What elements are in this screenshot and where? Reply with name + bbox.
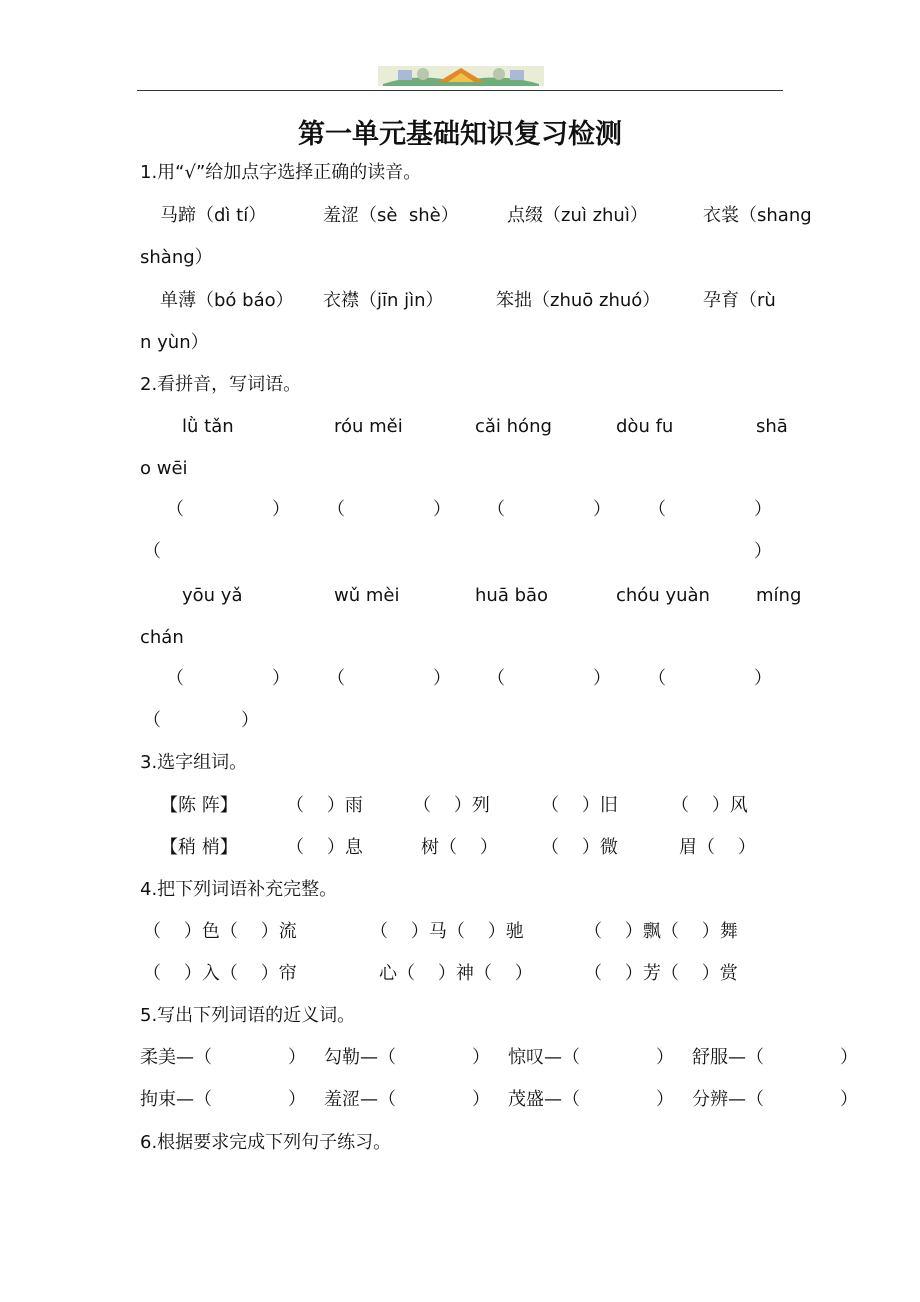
q2-pinyin: shā (756, 416, 788, 437)
q2-pinyin: dòu fu (616, 416, 674, 437)
q5-synonym-prompt: 羞涩—（ (324, 1089, 396, 1110)
answer-blank-open: （ (166, 499, 184, 520)
q2-pinyin: huā bāo (475, 585, 549, 606)
q5-synonym-prompt: 柔美—（ (140, 1047, 212, 1068)
header-logo-icon (378, 64, 544, 88)
q2-pinyin: yōu yǎ (182, 585, 243, 606)
answer-blank-close: ） (272, 668, 290, 689)
q3-blank-word: （ ）风 (671, 795, 748, 816)
answer-blank-open: （ (143, 710, 161, 731)
q1-item: 羞涩（sè shè） (323, 205, 459, 226)
q2-heading: 2.看拼音，写词语。 (140, 374, 302, 395)
q3-heading: 3.选字组词。 (140, 752, 248, 773)
q2-pinyin: cǎi hóng (475, 416, 552, 437)
answer-blank-close: ） (272, 499, 290, 520)
q3-blank-word: （ ）息 (286, 837, 363, 858)
answer-blank-open: （ (487, 668, 505, 689)
q3-blank-word: （ ）列 (413, 795, 490, 816)
answer-blank-close: ） (241, 710, 259, 731)
q2-pinyin: chóu yuàn (616, 585, 710, 606)
answer-blank-close: ） (288, 1089, 306, 1110)
answer-blank-open: （ (327, 668, 345, 689)
q1-item: 马蹄（dì tí） (160, 205, 267, 226)
q5-synonym-prompt: 惊叹—（ (508, 1047, 580, 1068)
q5-synonym-prompt: 勾勒—（ (324, 1047, 396, 1068)
answer-blank-close: ） (472, 1047, 490, 1068)
answer-blank-close: ） (656, 1089, 674, 1110)
answer-blank-close: ） (288, 1047, 306, 1068)
q3-blank-word: （ ）旧 (541, 795, 618, 816)
q1-item: 衣裳（shang (703, 205, 812, 226)
q1-item: 孕育（rù (703, 290, 776, 311)
q5-synonym-prompt: 舒服—（ (692, 1047, 764, 1068)
q4-idiom: （ ）芳（ ）赏 (584, 963, 738, 984)
answer-blank-close: ） (840, 1089, 858, 1110)
q5-heading: 5.写出下列词语的近义词。 (140, 1005, 356, 1026)
q1-item-wrap: shàng） (140, 247, 213, 268)
q3-char-options: 【稍 梢】 (160, 837, 238, 858)
q3-blank-word: 树（ ） (421, 837, 498, 858)
q2-pinyin-wrap: chán (140, 627, 184, 648)
answer-blank-close: ） (433, 499, 451, 520)
answer-blank-close: ） (433, 668, 451, 689)
q1-item: 单薄（bó báo） (160, 290, 294, 311)
answer-blank-open: （ (648, 499, 666, 520)
answer-blank-close: ） (754, 668, 772, 689)
answer-blank-open: （ (487, 499, 505, 520)
q5-synonym-prompt: 茂盛—（ (508, 1089, 580, 1110)
answer-blank-close: ） (656, 1047, 674, 1068)
q1-item: 衣襟（jīn jìn） (323, 290, 444, 311)
q1-item: 笨拙（zhuō zhuó） (496, 290, 661, 311)
answer-blank-close: ） (754, 541, 772, 562)
q4-idiom: （ ）马（ ）驰 (370, 921, 524, 942)
q2-pinyin: míng (756, 585, 802, 606)
header-rule (137, 90, 783, 91)
answer-blank-open: （ (166, 668, 184, 689)
q2-pinyin: lǜ tǎn (182, 416, 234, 437)
q4-heading: 4.把下列词语补充完整。 (140, 879, 338, 900)
q4-idiom: （ ）飘（ ）舞 (584, 921, 738, 942)
q6-heading: 6.根据要求完成下列句子练习。 (140, 1132, 392, 1153)
q3-blank-word: （ ）微 (541, 837, 618, 858)
answer-blank-close: ） (840, 1047, 858, 1068)
answer-blank-open: （ (648, 668, 666, 689)
q5-synonym-prompt: 分辨—（ (692, 1089, 764, 1110)
answer-blank-close: ） (754, 499, 772, 520)
q1-item: 点缀（zuì zhuì） (507, 205, 648, 226)
answer-blank-open: （ (143, 541, 161, 562)
q2-pinyin-wrap: o wēi (140, 458, 188, 479)
q3-blank-word: （ ）雨 (286, 795, 363, 816)
answer-blank-close: ） (593, 668, 611, 689)
answer-blank-open: （ (327, 499, 345, 520)
page-title: 第一单元基础知识复习检测 (298, 119, 622, 150)
q4-idiom: 心（ ）神（ ） (379, 963, 533, 984)
answer-blank-close: ） (472, 1089, 490, 1110)
q5-synonym-prompt: 拘束—（ (140, 1089, 212, 1110)
q2-pinyin: wǔ mèi (334, 585, 400, 606)
q3-blank-word: 眉（ ） (679, 837, 756, 858)
q3-char-options: 【陈 阵】 (160, 795, 238, 816)
answer-blank-close: ） (593, 499, 611, 520)
q1-item-wrap: n yùn） (140, 332, 209, 353)
q1-heading: 1.用“√”给加点字选择正确的读音。 (140, 162, 422, 183)
q2-pinyin: róu měi (334, 416, 403, 437)
q4-idiom: （ ）色（ ）流 (143, 921, 297, 942)
q4-idiom: （ ）入（ ）帘 (143, 963, 297, 984)
